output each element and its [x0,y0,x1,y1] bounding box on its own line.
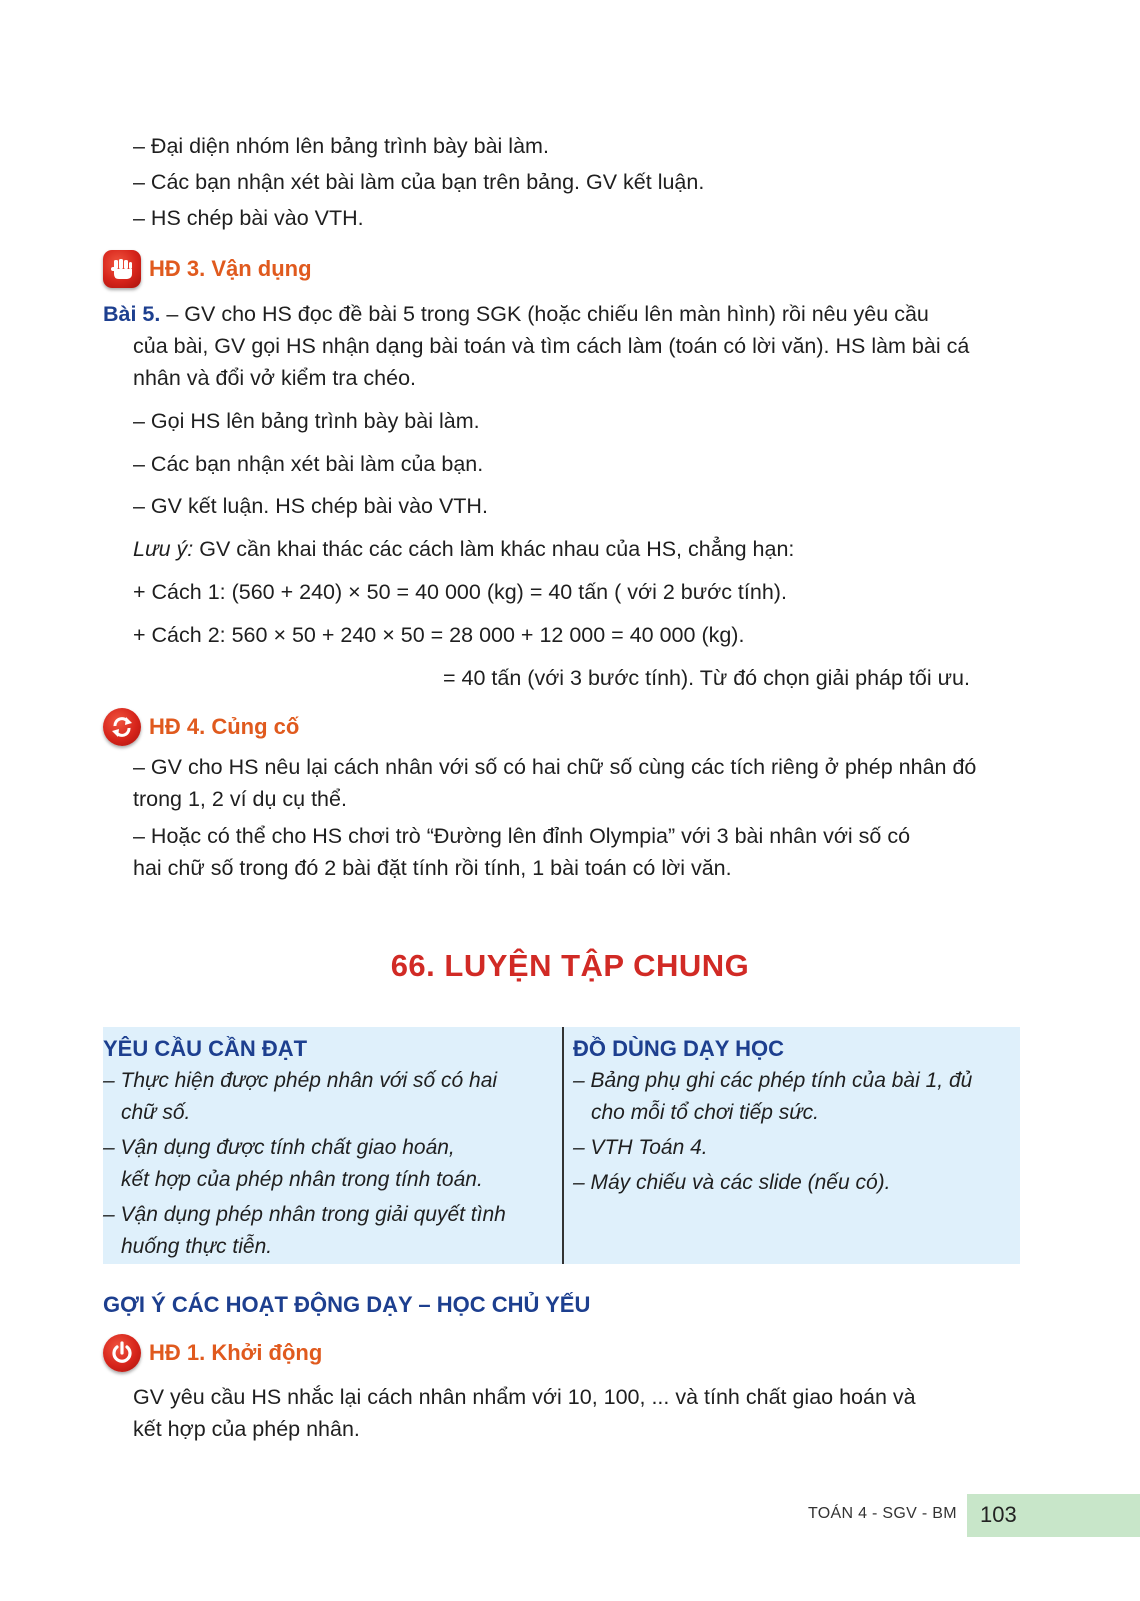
note-label: Lưu ý: [133,537,194,561]
requirement-line: chữ số. [121,1101,191,1124]
materials-heading: ĐỒ DÙNG DẠY HỌC [573,1036,785,1061]
list-item: – Các bạn nhận xét bài làm của bạn trên bảng. GV kết luận. [133,170,705,194]
material-line: – Bảng phụ ghi các phép tính của bài 1, đủ [573,1069,973,1092]
bai5-text-1: – GV cho HS đọc đề bài 5 trong SGK (hoặc chiếu lên màn hình) rồi nêu yêu cầu [160,302,929,326]
hd4-p2-line2: hai chữ số trong đó 2 bài đặt tính rồi tính, 1 bài toán có lời văn. [133,856,732,880]
material-line: cho mỗi tổ chơi tiếp sức. [591,1101,819,1124]
activities-heading: GỢI Ý CÁC HOẠT ĐỘNG DẠY – HỌC CHỦ YẾU [103,1292,591,1317]
section-title: 66. LUYỆN TẬP CHUNG [390,948,750,983]
list-item: – Các bạn nhận xét bài làm của bạn. [133,452,484,476]
material-line: – Máy chiếu và các slide (nếu có). [573,1171,891,1194]
bai5-line3: nhân và đổi vở kiểm tra chéo. [133,366,416,390]
power-icon [103,1334,141,1372]
requirement-line: kết hợp của phép nhân trong tính toán. [121,1168,483,1191]
hd4-p2-line1: – Hoặc có thể cho HS chơi trò “Đường lên đỉnh Olympia” với 3 bài nhân với số có [133,824,911,848]
requirement-line: – Thực hiện được phép nhân với số có hai [103,1069,498,1092]
requirement-line: huống thực tiễn. [121,1235,273,1258]
cach2-line: + Cách 2: 560 × 50 + 240 × 50 = 28 000 + 12 000 = 40 000 (kg). [133,623,745,647]
note-line [133,533,794,565]
hd4-heading [103,708,299,746]
bai5-label: Bài 5. [103,302,161,326]
requirement-line: – Vận dụng được tính chất giao hoán, [103,1136,455,1159]
list-item: – HS chép bài vào VTH. [133,206,364,230]
list-item: – Đại diện nhóm lên bảng trình bày bài làm. [133,134,549,158]
requirement-item [103,1199,543,1263]
refresh-arrows-icon [103,708,141,746]
cach1-line: + Cách 1: (560 + 240) × 50 = 40 000 (kg) = 40 tấn ( với 2 bước tính). [133,580,787,604]
material-line: – VTH Toán 4. [573,1136,708,1159]
requirement-item [103,1132,543,1196]
hd1-title: HĐ 1. Khởi động [149,1340,323,1365]
note-text: GV cần khai thác các cách làm khác nhau của HS, chẳng hạn: [193,537,795,561]
bai5-line2: của bài, GV gọi HS nhận dạng bài toán và tìm cách làm (toán có lời văn). HS làm bài cá [133,334,970,358]
box-divider [562,1027,564,1264]
requirement-item [103,1065,543,1129]
material-item [573,1167,1013,1199]
hd4-title: HĐ 4. Củng cố [149,714,300,739]
list-item: – GV kết luận. HS chép bài vào VTH. [133,494,488,518]
hd1-heading [103,1334,322,1372]
raised-fist-icon [103,250,141,288]
bai5-line1 [103,298,1020,330]
list-item: – Gọi HS lên bảng trình bày bài làm. [133,409,480,433]
page-number: 103 [980,1502,1017,1527]
hd4-p1-line1: – GV cho HS nêu lại cách nhân với số có hai chữ số cùng các tích riêng ở phép nhân đó [133,755,977,779]
hd3-title: HĐ 3. Vận dụng [149,256,312,281]
hd1-line2: kết hợp của phép nhân. [133,1417,360,1441]
cach2-continued: = 40 tấn (với 3 bước tính). Từ đó chọn giải pháp tối ưu. [443,666,970,690]
hd1-line1: GV yêu cầu HS nhắc lại cách nhân nhẩm với 10, 100, ... và tính chất giao hoán và [133,1385,916,1409]
material-item [573,1132,1013,1164]
requirement-line: – Vận dụng phép nhân trong giải quyết tình [103,1203,506,1226]
footer-book-title: TOÁN 4 - SGV - BM [808,1505,957,1522]
requirements-heading: YÊU CẦU CẦN ĐẠT [103,1036,308,1061]
materials-column [573,1033,1013,1199]
requirements-column [103,1033,543,1263]
hd3-heading [103,250,312,288]
material-item [573,1065,1013,1129]
hd4-p1-line2: trong 1, 2 ví dụ cụ thể. [133,787,347,811]
